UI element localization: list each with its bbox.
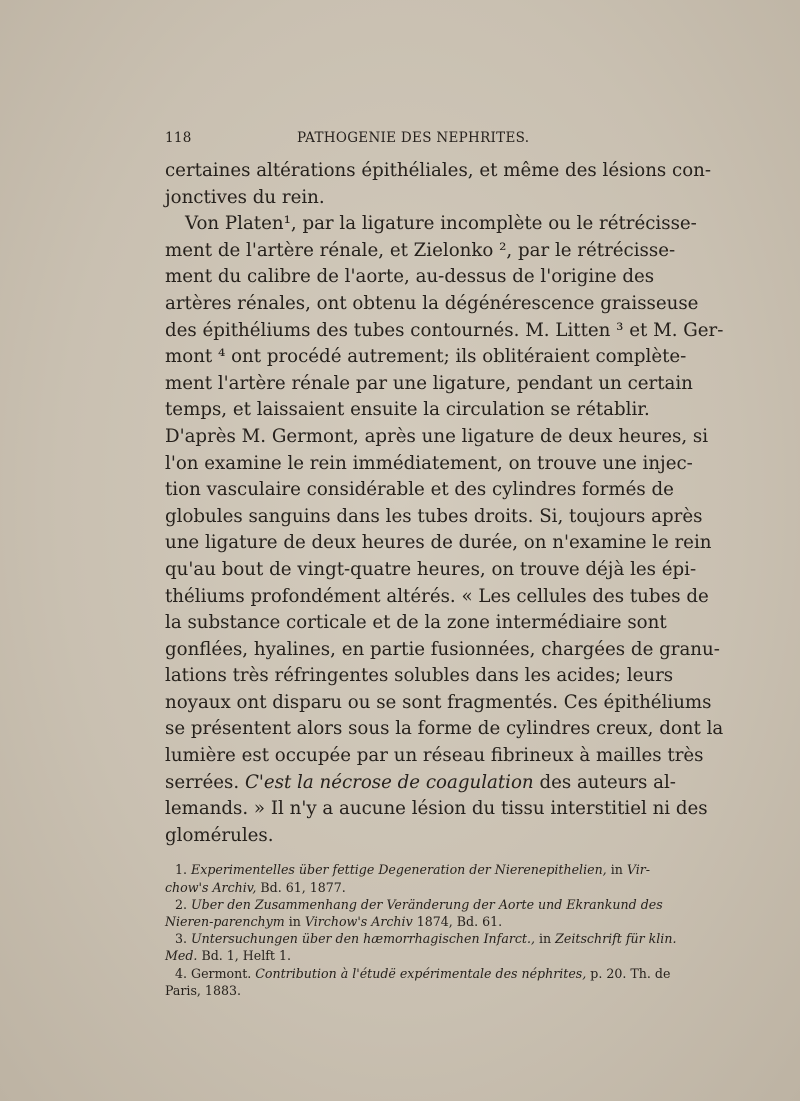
- footnote-title: Untersuchungen über den hæmorrhagischen Infarct.,: [191, 931, 535, 947]
- body-line: gonflées, hyalines, en partie fusionnées, chargées de granu-: [165, 638, 720, 660]
- footnote-journal: chow's Archiv,: [165, 879, 257, 895]
- running-title: PATHOGENIE DES NEPHRITES.: [297, 130, 530, 146]
- footnote-3: [165, 930, 677, 964]
- footnote-2: [165, 896, 663, 930]
- body-line: l'on examine le rein immédiatement, on trouve une injec-: [165, 452, 693, 474]
- body-line: tion vasculaire considérable et des cylindres formés de: [165, 479, 674, 501]
- footnote-number: 2.: [175, 896, 188, 912]
- footnote-number: 3.: [175, 931, 188, 947]
- body-line: des épithéliums des tubes contournés. M. Litten ³ et M. Ger-: [165, 319, 724, 341]
- footnote-text: in: [539, 931, 552, 947]
- footnotes: [165, 861, 677, 999]
- footnote-title: Experimentelles über fettige Degeneration der Nierenepithelien,: [191, 862, 607, 878]
- body-text: [165, 158, 724, 849]
- body-line: D'après M. Germont, après une ligature de deux heures, si: [165, 425, 709, 447]
- footnote-journal: Virchow's Archiv: [304, 914, 413, 929]
- body-line: théliums profondément altérés. « Les cellules des tubes de: [165, 585, 709, 607]
- body-line: noyaux ont disparu ou se sont fragmentés. Ces épithéliums: [165, 691, 712, 713]
- footnote-4: [165, 965, 671, 999]
- footnote-text: Bd. 61, 1877.: [260, 879, 346, 895]
- footnote-text: 1874, Bd. 61.: [416, 914, 503, 929]
- page-number: 118: [165, 130, 192, 146]
- italic-quote: C'est la nécrose de coagulation: [244, 771, 534, 793]
- body-line: une ligature de deux heures de durée, on n'examine le rein: [165, 532, 712, 554]
- body-line: artères rénales, ont obtenu la dégénérescence graisseuse: [165, 292, 699, 314]
- body-line: mont ⁴ ont procédé autrement; ils oblitéraient complète-: [165, 346, 687, 368]
- footnote-text: Paris, 1883.: [165, 982, 241, 998]
- body-line: temps, et laissaient ensuite la circulation se rétablir.: [165, 399, 650, 421]
- footnote-title: Nieren-parenchym: [165, 914, 285, 929]
- footnote-number: 1.: [175, 862, 188, 878]
- body-line: ment de l'artère rénale, et Zielonko ², par le rétrécisse-: [165, 239, 676, 261]
- body-line: certaines altérations épithéliales, et même des lésions con-: [165, 160, 712, 181]
- body-line-start: serrées.: [165, 771, 240, 793]
- footnote-title: Contribution à l'étudë expérimentale des néphrites,: [255, 965, 587, 981]
- body-line: qu'au bout de vingt-quatre heures, on trouve déjà les épi-: [165, 558, 697, 580]
- body-line: lations très réfringentes solubles dans les acides; leurs: [165, 665, 674, 687]
- body-line: [165, 770, 676, 797]
- footnote-journal: Zeitschrift für klin.: [555, 931, 677, 947]
- body-line: ment l'artère rénale par une ligature, pendant un certain: [165, 372, 693, 394]
- page-header: [165, 128, 637, 148]
- body-line: lemands. » Il n'y a aucune lésion du tissu interstitiel ni des: [165, 798, 708, 820]
- body-line-end: des auteurs al-: [539, 771, 676, 793]
- body-line: globules sanguins dans les tubes droits. Si, toujours après: [165, 505, 703, 527]
- footnote-number: 4.: [175, 965, 188, 981]
- footnote-1: [165, 861, 651, 895]
- body-line: lumière est occupée par un réseau fibrineux à mailles très: [165, 745, 704, 767]
- footnote-text: in: [288, 914, 301, 929]
- footnote-text: Bd. 1, Helft 1.: [201, 948, 291, 964]
- body-line: glomérules.: [165, 824, 274, 846]
- footnote-author: Germont.: [191, 965, 252, 981]
- footnote-text: in: [610, 862, 623, 878]
- body-line: se présentent alors sous la forme de cylindres creux, dont la: [165, 718, 724, 740]
- footnote-text: p. 20. Th. de: [590, 965, 671, 981]
- footnote-title: Uber den Zusammenhang der Veränderung der Aorte und Ekrankund des: [191, 896, 663, 912]
- footnote-journal: Med.: [165, 948, 198, 964]
- body-line: ment du calibre de l'aorte, au-dessus de l'origine des: [165, 266, 655, 288]
- book-page: [165, 128, 724, 999]
- body-line: jonctives du rein.: [165, 186, 325, 208]
- footnote-journal: Vir-: [626, 862, 651, 878]
- body-line: Von Platen¹, par la ligature incomplète ou le rétrécisse-: [185, 213, 697, 235]
- body-line: la substance corticale et de la zone intermédiaire sont: [165, 612, 667, 634]
